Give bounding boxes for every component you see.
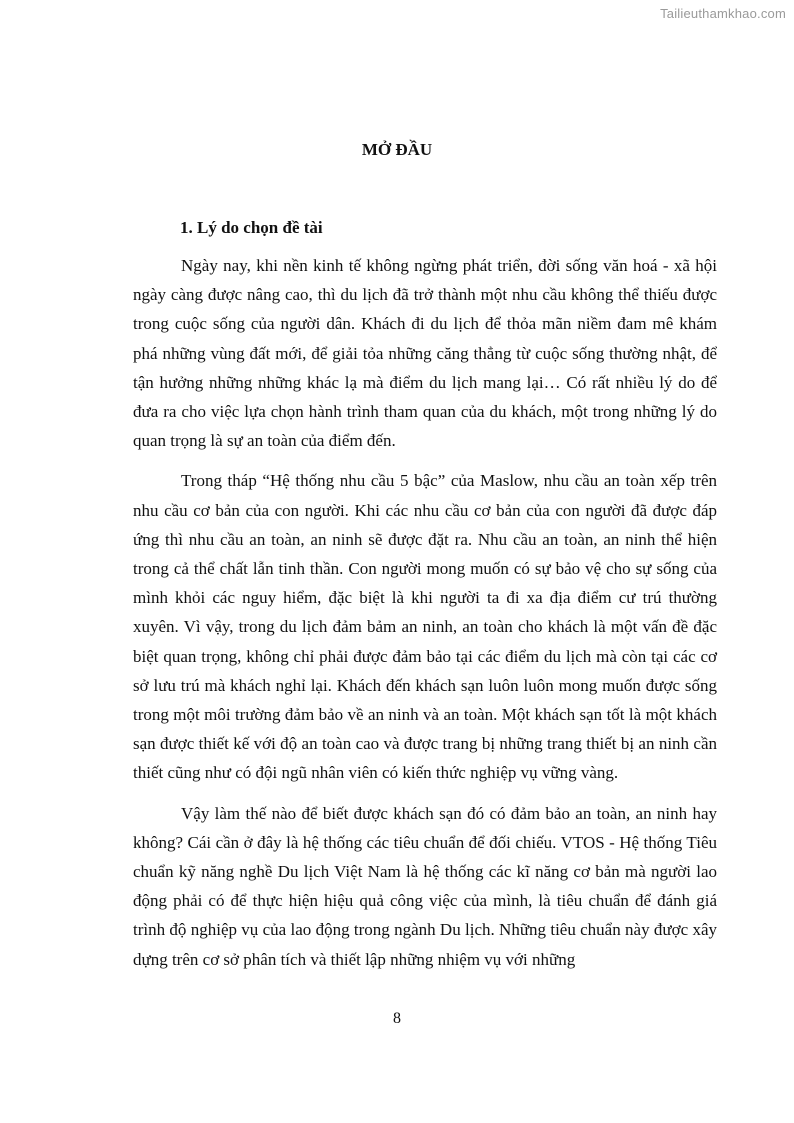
section-heading: 1. Lý do chọn đề tài xyxy=(180,218,323,237)
paragraph-1: Ngày nay, khi nền kinh tế không ngừng phát triển, đời sống văn hoá - xã hội ngày càng được nâng cao, thì du lịch đã trở thành một nhu cầu không thể thiếu được trong cuộc sống của người dân. Khách đi du lịch để thỏa mãn niềm đam mê khám phá những vùng đất mới, để giải tỏa những căng thẳng từ cuộc sống thường nhật, để tận hưởng những những khác lạ mà điểm du lịch mang lại… Có rất nhiều lý do để đưa ra cho việc lựa chọn hành trình tham quan của du khách, một trong những lý do quan trọng là sự an toàn của điểm đến. xyxy=(133,256,717,451)
document-body xyxy=(133,214,717,985)
watermark: Tailieuthamkhao.com xyxy=(660,6,786,21)
page-title: MỞ ĐẦU xyxy=(361,140,433,159)
paragraph-2: Trong tháp “Hệ thống nhu cầu 5 bậc” của Maslow, nhu cầu an toàn xếp trên nhu cầu cơ bản của con người. Khi các nhu cầu cơ bản của con người đã được đáp ứng thì nhu cầu an toàn, an ninh sẽ được đặt ra. Nhu cầu an toàn, an ninh thể hiện trong cả thể chất lẫn tinh thần. Con người mong muốn có sự bảo vệ cho sự sống của mình khỏi các nguy hiểm, đặc biệt là khi người ta đi xa địa điểm cư trú thường xuyên. Vì vậy, trong du lịch đảm bảm an ninh, an toàn cho khách là một vấn đề đặc biệt quan trọng, không chỉ phải được đảm bảo tại các điểm du lịch mà còn tại các cơ sở lưu trú mà khách nghỉ lại. Khách đến khách sạn luôn luôn mong muốn được sống trong một môi trường đảm bảo về an ninh và an toàn. Một khách sạn tốt là một khách sạn được thiết kế với độ an toàn cao và được trang bị những trang thiết bị an ninh cần thiết cũng như có đội ngũ nhân viên có kiến thức nghiệp vụ vững vàng. xyxy=(133,471,717,783)
paragraph-3: Vậy làm thế nào để biết được khách sạn đó có đảm bảo an toàn, an ninh hay không? Cái cần ở đây là hệ thống các tiêu chuẩn để đối chiếu. VTOS - Hệ thống Tiêu chuẩn kỹ năng nghề Du lịch Việt Nam là hệ thống các kĩ năng cơ bản mà người lao động phải có để thực hiện hiệu quả công việc của mình, là tiêu chuẩn để đánh giá trình độ nghiệp vụ của lao động trong ngành Du lịch. Những tiêu chuẩn này được xây dựng trên cơ sở phân tích và thiết lập những nhiệm vụ với những xyxy=(133,803,717,969)
page-number: 8 xyxy=(393,1010,401,1027)
